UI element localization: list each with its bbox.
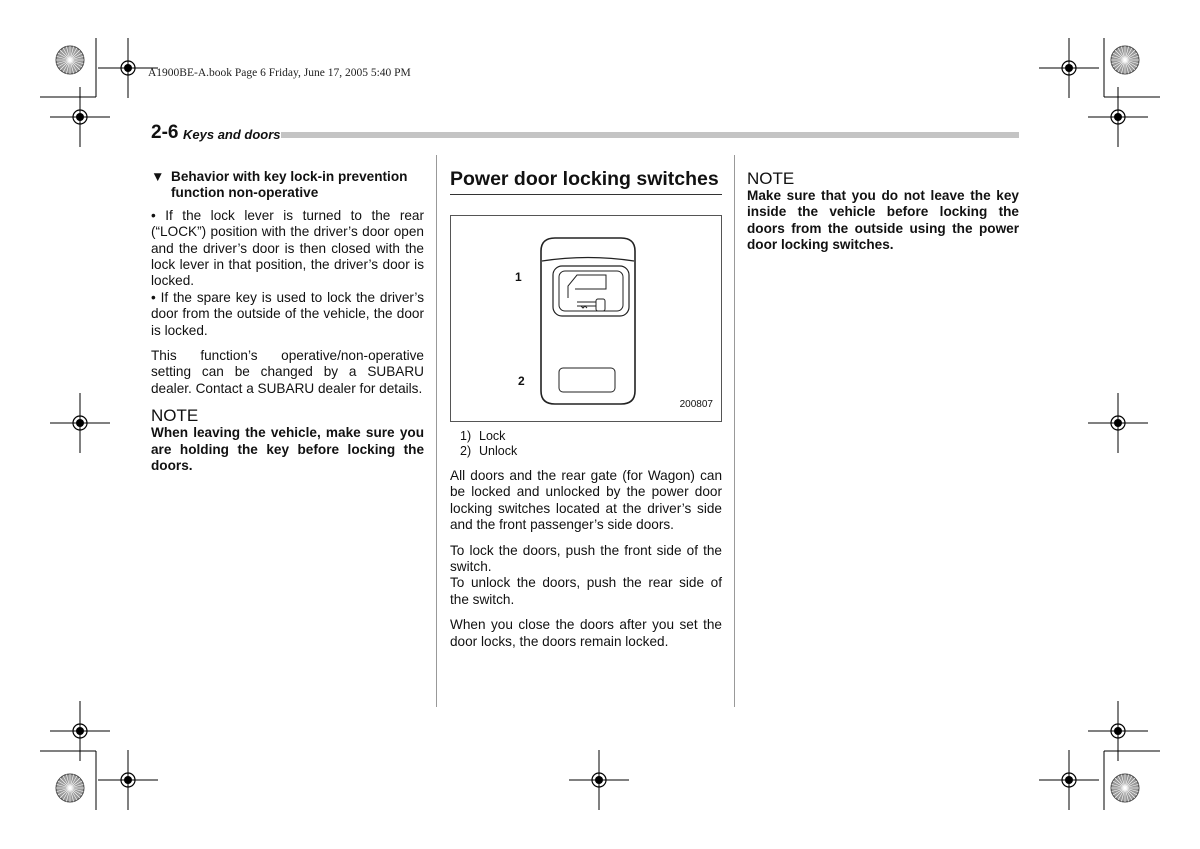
callout-2: 2: [518, 374, 525, 388]
section-number: 2-6: [151, 122, 179, 143]
registration-dot: [595, 776, 603, 784]
registration-dot: [1065, 64, 1073, 72]
section-heading: Power door locking switches: [450, 167, 722, 195]
note-heading: NOTE: [151, 406, 199, 426]
registration-dot: [1114, 113, 1122, 121]
column-left: [151, 169, 424, 475]
bullet-item: • If the spare key is used to lock the driver’s door from the outside of the vehicle, the door is locked.: [151, 289, 424, 338]
figure-id: 200807: [679, 398, 713, 410]
caption-number: 1): [460, 429, 472, 443]
note-heading: NOTE: [747, 169, 795, 188]
header-rule: [281, 132, 1019, 138]
registration-dot: [76, 419, 84, 427]
callout-1: 1: [515, 270, 522, 284]
registration-dot: [76, 727, 84, 735]
figure-captions: [460, 429, 722, 459]
column-right: [747, 169, 1019, 254]
paragraph: All doors and the rear gate (for Wagon) can be locked and unlocked by the power door locking switches located at the driver’s side and the front passenger’s side doors.: [450, 468, 722, 533]
column-divider: [734, 155, 735, 707]
registration-dot: [124, 64, 132, 72]
paragraph: To lock the doors, push the front side of the switch.: [450, 542, 722, 575]
caption-item: [460, 444, 722, 459]
paragraph: When you close the doors after you set the door locks, the doors remain locked.: [450, 617, 722, 649]
print-slug: A1900BE-A.book Page 6 Friday, June 17, 2005 5:40 PM: [148, 67, 411, 79]
bullet-item: • If the lock lever is turned to the rear (“LOCK”) position with the driver’s door open and the driver’s door is then closed with the lock lever in that position, the driver’s door is locked.: [151, 207, 424, 289]
paragraph: To unlock the doors, push the rear side of the switch.: [450, 575, 722, 607]
registration-dot: [1114, 419, 1122, 427]
registration-dot: [124, 776, 132, 784]
registration-dot: [1114, 727, 1122, 735]
registration-dot: [1065, 776, 1073, 784]
switch-figure: [450, 215, 722, 422]
caption-number: 2): [460, 444, 472, 458]
paragraph: This function’s operative/non-operative setting can be changed by a SUBARU dealer. Contact a SUBARU dealer for details.: [151, 348, 424, 396]
triangle-bullet-icon: ▼: [151, 169, 165, 184]
column-middle: [450, 167, 722, 659]
note-body: When leaving the vehicle, make sure you are holding the key before locking the doors.: [151, 425, 424, 474]
registration-dot: [76, 113, 84, 121]
note-body: Make sure that you do not leave the key inside the vehicle before locking the doors from the outside using the power door locking switches.: [747, 188, 1019, 253]
subheading-text: Behavior with key lock-in prevention function non-operative: [171, 169, 408, 201]
column-divider: [436, 155, 437, 707]
caption-label: Unlock: [479, 444, 518, 458]
section-header: [151, 122, 1019, 145]
caption-label: Lock: [479, 429, 506, 443]
subheading: [151, 169, 424, 202]
section-title: Keys and doors: [183, 127, 281, 142]
door-lock-switch-illustration: [451, 216, 721, 421]
caption-item: [460, 429, 722, 444]
